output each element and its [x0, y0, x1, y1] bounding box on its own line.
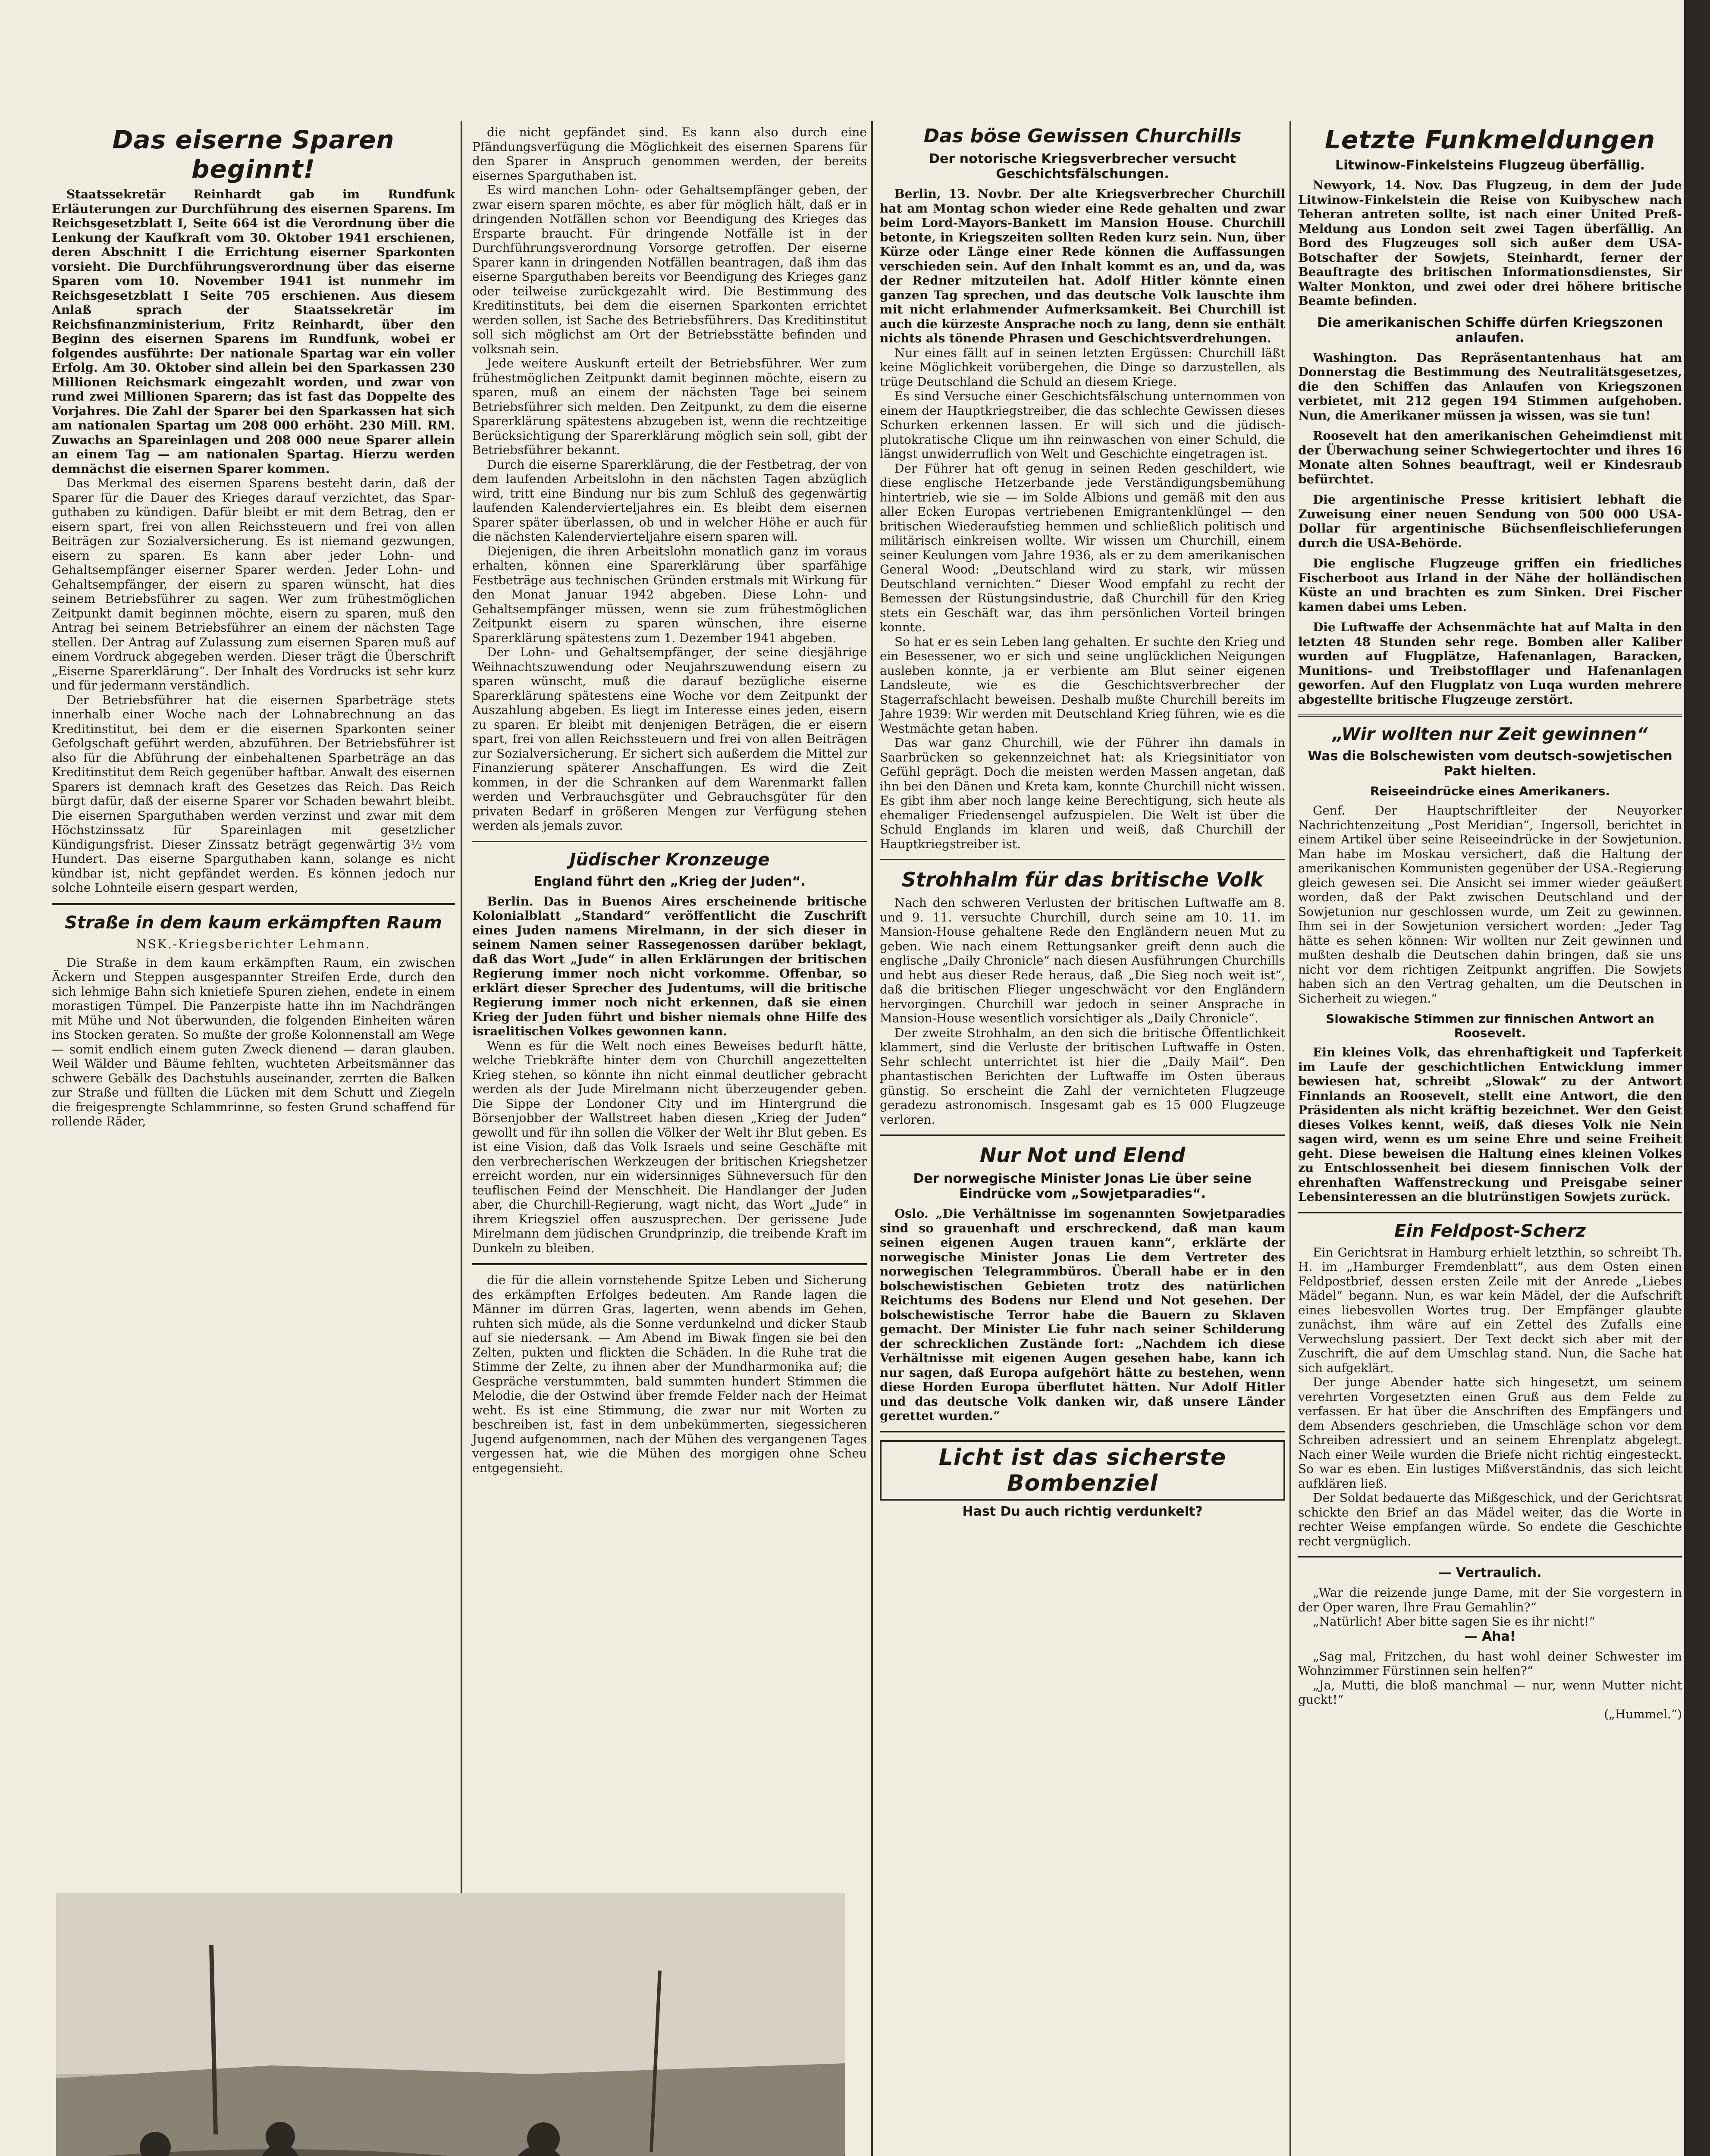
joke-text: „War die reizende junge Dame, mit der Sie vorgestern in der Oper waren, Ihre Frau Gemahlin?“: [1298, 1586, 1682, 1614]
article-paragraph: Ein kleines Volk, das ehrenhaftigkeit und Tapferkeit im Laufe der geschichtlichen Entwicklung immer bewiesen hat, schreibt „Slowak“ zu der Antwort Finnlands an Roosevelt, stellt eine Antwort, die den Präsidenten als nicht kräftig bezeichnet. Wer den Geist dieses Volkes kennt, weiß, daß dieses Volk nie Nein sagen wird, wenn es um seine Ehre und seine Freiheit geht. Diese beweisen die Haltung eines kleinen Volkes zu Entschlossenheit bei diesem finnischen Volk der ehrenhaften Waffenstreckung und Preisgabe seiner Lebensinteressen an die blutrünstigen Sowjets zurück.: [1298, 1045, 1682, 1204]
article-paragraph: Berlin. Das in Buenos Aires erscheinende britische Kolonialblatt „Standard“ veröffentlicht die Zuschrift eines Juden namens Mirelmann, in der sich dieser in seinem Namen seiner Rassegenossen darüber beklagt, daß das Wort „Jude“ in allen Erklärungen der britischen Regierung immer noch nicht vorkomme. Offenbar, so erklärt dieser Sprecher des Judentums, will die britische Regierung immer noch nicht erkennen, daß sie einen Krieg der Juden führt und bisher niemals ohne Hilfe des israelitischen Volkes gewonnen kann.: [472, 894, 867, 1038]
article-paragraph: Nur eines fällt auf in seinen letzten Ergüssen: Churchill läßt keine Möglichkeit vorübergehen, die Dinge so darzustellen, als trüge Deutschland die Schuld an diesem Kriege.: [880, 345, 1285, 389]
article-headline: Nur Not und Elend: [979, 1144, 1186, 1167]
divider: [52, 903, 455, 905]
page-edge: [1684, 0, 1710, 2156]
joke-text: „Natürlich! Aber bitte sagen Sie es ihr nicht!“: [1313, 1614, 1595, 1629]
notice-subline: Hast Du auch richtig verdunkelt?: [962, 1504, 1203, 1519]
byline: NSK.-Kriegsberichter Lehmann.: [136, 937, 371, 951]
divider: [880, 1431, 1285, 1432]
article-paragraph: Ein Gerichtsrat in Hamburg erhielt letzthin, so schreibt Th. H. im „Hamburger Fremdenblatt“, aus dem Osten einen Feldpostbrief, dessen ersten Zeile mit der Anrede „Liebes Mädel“ begann. Nun, es war kein Mädel, der die Aufschrift eines liebesvollen Wortes trug. Der Empfänger glaubte zunächst, ihm wäre auf ein Zettel des Zufalls eine Verwechslung passiert. Der Text deckt sich aber mit der Zuschrift, die auf dem Umschlag stand. Nun, die Sache hat sich aufgeklärt.: [1298, 1245, 1682, 1375]
article-headline: „Wir wollten nur Zeit gewinnen“: [1332, 724, 1648, 744]
joke-text: „Sag mal, Fritzchen, du hast wohl deiner Schwester im Wohnzimmer Fürstinnen sein helfen?“: [1298, 1649, 1682, 1678]
article-subheadline: Der notorische Kriegsverbrecher versucht Geschichtsfälschungen.: [929, 151, 1236, 182]
article-paragraph: Diejenigen, die ihren Arbeitslohn monatlich ganz im voraus erhalten, können eine Sparerklärung über sparfähige Festbeträge aus technischen Gründen erstmals mit Wirkung für den Monat Januar 1942 abgeben. Diese Lohn- und Gehaltsempfänger müssen, wenn sie zum frühestmöglichen Zeitpunkt eisern zu sparen wünschen, ihre eiserne Sparerklärung spätestens zum 1. Dezember 1941 abgeben.: [472, 544, 867, 645]
joke-credit: („Hummel.“): [1604, 1707, 1682, 1721]
article-paragraph: Der zweite Strohhalm, an den sich die britische Öffentlichkeit klammert, sind die Verluste der britischen Luftwaffe in Osten. Sehr schlecht unterrichtet ist hier die „Daily Mail“. Den phantastischen Berichten der Luftwaffe im Osten überaus günstig. So erscheint die Zahl der vernichteten Flugzeuge geradezu astronomisch. Insgesamt gab es 15 000 Flugzeuge verloren.: [880, 1025, 1285, 1127]
article-subheadline: Der norwegische Minister Jonas Lie über seine Eindrücke vom „Sowjetparadies“.: [913, 1171, 1252, 1201]
article-paragraph: Es wird manchen Lohn- oder Gehaltsempfänger geben, der zwar eisern sparen möchte, es aber für möglich hält, daß er in dringenden Notfällen schon vor Beendigung des Krieges das Ersparte braucht. Für dringende Notfälle ist in der Durchführungsverordnung Vorsorge getroffen. Der eiserne Sparer kann in dringenden Notfällen beantragen, daß ihm das eiserne Sparguthaben bereits vor Beendigung des Krieges ganz oder teilweise zurückgezahlt wird. Die Bestimmung des Kreditinstituts, bei dem die eisernen Sparkonten errichtet werden sollen, ist Sache des Betriebsführers. Das Kreditinstitut soll sich möglichst am Ort der Betriebsstätte befinden und volksnah sein.: [472, 183, 867, 356]
column-2: [472, 125, 867, 1475]
article-paragraph: die für die allein vornstehende Spitze Leben und Sicherung des erkämpften Erfolges bedeuten. Am Rande lagen die Männer im dürren Gras, lagerten, wenn abends im Gehen, ruhten sich müde, als die Sonne verdunkelnd und dicker Staub auf sie niedersank. — Am Abend im Biwak fingen sie bei den Zelten, pukten und flickten die Schäden. In die Ruhe trat die Stimme der Zelte, zu ihnen aber der Mundharmonika auf; die Gespräche verstummten, bald summten hundert Stimmen die Melodie, die der Ostwind über fremde Felder nach der Heimat weht. Es ist eine Stimmung, die zwar nur mit Worten zu beschreiben ist, fast in dem unbekümmerten, siegessicheren Jugend aufgenommen, nach der Mühen des vergangenen Tages vergessen hat, wie die Mühen des morgigen ohne Scheu entgegensieht.: [472, 1273, 867, 1475]
divider: [1298, 1212, 1682, 1213]
column-3: [880, 125, 1285, 1524]
column-4: [1298, 125, 1682, 1721]
column-rule: [871, 121, 873, 2156]
article-paragraph: Der Soldat bedauerte das Mißgeschick, und der Gerichtsrat schickte den Brief an das Mädel weiter, das die Worte in rechter Weise empfangen würde. So endete die Geschichte recht vergnüglich.: [1298, 1491, 1682, 1548]
article-paragraph: Durch die eiserne Sparerklärung, die der Festbetrag, der von dem laufenden Arbeitslohn in den nächsten Tagen abzüglich wird, tritt eine Bindung nur bis zum Schluß des gegenwärtig laufenden Kalendervierteljahres ein. Es bleibt dem eisernen Sparer später überlassen, ob und in welcher Höhe er auch für die nächsten Kalendervierteljahre eisern sparen will.: [472, 457, 867, 544]
notice-headline: Licht ist das sicherste Bombenziel: [880, 1440, 1285, 1501]
divider: [472, 1263, 867, 1265]
joke-heading: — Vertraulich.: [1438, 1565, 1542, 1580]
article-paragraph: Der Lohn- und Gehaltsempfänger, der seine diesjährige Weihnachtszuwendung oder Neujahrszuwendung eisern zu sparen wünscht, muß die darauf bezügliche eiserne Sparerklärung spätestens eine Woche vor dem Zeitpunkt der Auszahlung abgeben. Es liegt im Interesse eines jeden, eisern zu sparen. Er bleibt mit denjenigen Beträgen, die er eisern spart, frei von allen Reichssteuern und frei von allen Beiträgen zur Sozialversicherung. Er sichert sich außerdem die Mittel zur Finanzierung späterer Anschaffungen. Es wird die Zeit kommen, in der die Schranken auf dem Warenmarkt fallen werden und Verbrauchsgüter und Gebrauchsgüter für den privaten Bedarf in größeren Mengen zur Verfügung stehen werden als jemals zuvor.: [472, 645, 867, 833]
joke-text: „Ja, Mutti, die bloß manchmal — nur, wenn Mutter nicht guckt!“: [1298, 1678, 1682, 1707]
article-paragraph: die nicht gepfändet sind. Es kann also durch eine Pfändungsverfügung die Möglichkeit des eisernen Sparens für den Sparer in Anspruch genommen werden, der bereits eisernes Sparguthaben ist.: [472, 125, 867, 183]
article-headline: Jüdischer Kronzeuge: [569, 849, 770, 870]
article-paragraph: Es sind Versuche einer Geschichtsfälschung unternommen von einem der Hauptkriegstreiber, die das schlechte Gewissen dieses Schurken erkennen lassen. Er will sich und die jüdisch-plutokratische Clique um ihn reinwaschen von einer Schuld, die längst unwiderruflich von Welt und Geschichte eingetragen ist.: [880, 389, 1285, 461]
article-subheadline: Die amerikanischen Schiffe dürfen Kriegszonen anlaufen.: [1317, 315, 1663, 345]
article-subheadline: Slowakische Stimmen zur finnischen Antwort an Roosevelt.: [1326, 1012, 1654, 1040]
article-paragraph: Der junge Abender hatte sich hingesetzt, um seinem verehrten Vorgesetzten einen Gruß aus dem Felde zu verfassen. Er hat über die Anschriften des Empfängers und dem Absenders geschrieben, die Umschläge schon vor dem Schreiben adressiert und an seinem Ehrenplatz abgelegt. Nach einer Weile wurden die Briefe nicht richtig eingesteckt. So war es eben. Ein lustiges Mißverständnis, das sich leicht aufklären ließ.: [1298, 1375, 1682, 1491]
photo-block: [56, 1889, 867, 2156]
divider: [472, 841, 867, 842]
news-item: Roosevelt hat den amerikanischen Geheimdienst mit der Überwachung seiner Schwiegertochter und ihres 16 Monate alten Sohnes beauftragt, weil er Kindesraub befürchtet.: [1298, 429, 1682, 486]
article-paragraph: Staatssekretär Reinhardt gab im Rundfunk Erläuterungen zur Durchführung des eisernen Sparens. Im Reichsgesetzblatt I, Seite 664 ist die Verordnung über die Lenkung der Kaufkraft vom 30. Oktober 1941 erschienen, deren Abschnitt I die Errichtung eiserner Sparkonten vorsieht. Die Durchführungsverordnung über das eiserne Sparen vom 10. November 1941 ist nunmehr im Reichsgesetzblatt I Seite 705 erschienen. Aus diesem Anlaß sprach der Staatssekretär im Reichsfinanzministerium, Fritz Reinhardt, über den Beginn des eisernen Sparens im Rundfunk, wobei er folgendes ausführte: Der nationale Spartag war ein voller Erfolg. Am 30. Oktober sind allein bei den Sparkassen 230 Millionen Reichsmark eingezahlt worden, und zwar von rund zwei Millionen Sparern; das ist fast das Doppelte des Vorjahres. Die Zahl der Sparer bei den Sparkassen hat sich am nationalen Spartag um 208 000 erhöht. 230 Mill. RM. Zuwachs an Spareinlagen und 208 000 neue Sparer allein an einem Tag — am nationalen Spartag. Hierzu werden demnächst die eisernen Sparer kommen.: [52, 187, 455, 476]
news-item: Washington. Das Repräsentantenhaus hat am Donnerstag die Bestimmung des Neutralitätsgesetzes, die den Schiffen das Anlaufen von Kriegszonen verbietet, mit 212 gegen 194 Stimmen aufgehoben. Nun, die Amerikaner müssen ja wissen, was sie tun!: [1298, 350, 1682, 423]
divider: [880, 1134, 1285, 1136]
news-item: Die argentinische Presse kritisiert lebhaft die Zuweisung einer neuen Sendung von 500 000 USA-Dollar für argentinische Büchsenfleischlieferungen durch die USA-Behörde.: [1298, 492, 1682, 550]
article-paragraph: Genf. Der Hauptschriftleiter der Neuyorker Nachrichtenzeitung „Post Meridian“, Ingersoll, berichtet in einem Artikel über seine Reiseeindrücke in der Sowjetunion. Man habe im Moskau versichert, daß die Haltung der amerikanischen Kommunisten gegenüber der USA.-Regierung gleich gewesen sei. Die Ansicht sei immer wieder geäußert worden, daß der Pakt zwischen Deutschland und der Sowjetunion nur geschlossen wurde, um Zeit zu gewinnen. Ihm sei in der Sowjetunion versichert worden: „Jeder Tag hätte es sehen können: Wir wollten nur Zeit gewinnen und mußten deshalb die Deutschen dahin bringen, daß sie uns nicht vor dem richtigen Zeitpunkt angriffen. Die Sowjets haben sich an den Vertrag gehalten, um die Deutschen in Sicherheit zu wiegen.“: [1298, 803, 1682, 1006]
article-subheadline: England führt den „Krieg der Juden“.: [533, 874, 806, 889]
article-paragraph: Das Merkmal des eisernen Sparens besteht darin, daß der Sparer für die Dauer des Krieges darauf verzichtet, das Sparguthaben zu kündigen. Dafür bleibt er mit dem Betrag, den er eisern spart, frei von allen Reichssteuern und frei von allen Beiträgen zur Sozialversicherung. Es ist niemand gezwungen, eisern zu sparen. Es kann aber jeder Lohn- und Gehaltsempfänger eiserner Sparer werden. Jeder Lohn- und Gehaltsempfänger, der eisern zu sparen wünscht, hat dies seinem Betriebsführer zu sagen. Wer zum frühestmöglichen Zeitpunkt damit beginnen möchte, eisern zu sparen, muß den Antrag bei seinem Betriebsführer an einem der nächsten Tage stellen. Der Antrag auf Zulassung zum eisernen Sparen muß auf einem Vordruck abgegeben werden. Dieser trägt die Überschrift „Eiserne Sparerklärung“. Der Inhalt des Vordrucks ist sehr kurz und für jedermann verständlich.: [52, 476, 455, 693]
article-paragraph: Das war ganz Churchill, wie der Führer ihn damals in Saarbrücken so gekennzeichnet hat: als Kriegsinitiator von Gefühl geprägt. Doch die meisten werden Massen angetan, daß ihn bei den Dänen und Kreta kam, konnte Churchill nicht wissen. Es gibt ihm aber noch lange keine Berechtigung, sich heute als ehemaliger Friedensengel aufzuspielen. Die Welt ist über die Schuld Englands im klaren und weiß, daß Churchill der Hauptkriegstreiber ist.: [880, 736, 1285, 851]
article-headline: Das böse Gewissen Churchills: [923, 125, 1242, 147]
article-headline: Strohhalm für das britische Volk: [901, 868, 1264, 891]
article-subheadline: Litwinow-Finkelsteins Flugzeug überfällig.: [1335, 158, 1645, 173]
joke-heading: — Aha!: [1464, 1629, 1516, 1644]
article-subheadline: Was die Bolschewisten vom deutsch-sowjetischen Pakt hielten.: [1308, 749, 1672, 779]
news-item: Die Luftwaffe der Achsenmächte hat auf Malta in den letzten 48 Stunden sehr rege. Bomben aller Kaliber wurden auf Flugplätze, Hafenanlagen, Baracken, Munitions- und Treibstofflager und Hafenanlagen geworfen. Auf den Flugplatz von Luqa wurden mehrere abgestellte britische Flugzeuge zerstört.: [1298, 620, 1682, 707]
article-subheadline: Reiseeindrücke eines Amerikaners.: [1370, 784, 1610, 798]
news-item: Die englische Flugzeuge griffen ein friedliches Fischerboot aus Irland in der Nähe der holländischen Küste an und brachten es zum Sinken. Drei Fischer kamen dabei ums Leben.: [1298, 556, 1682, 614]
article-headline: Ein Feldpost-Scherz: [1394, 1221, 1586, 1241]
column-1: [52, 125, 455, 1129]
news-item: Newyork, 14. Nov. Das Flugzeug, in dem der Jude Litwinow-Finkelstein die Reise von Kuibyschew nach Teheran antreten sollte, ist nach einer United Preß-Meldung aus London seit zwei Tagen überfällig. An Bord des Flugzeuges soll sich außer dem USA-Botschafter der Sowjets, Steinhardt, ferner der Beauftragte des britischen Informationsdienstes, Sir Walter Monkton, und zwei oder drei höhere britische Beamte befinden.: [1298, 178, 1682, 308]
article-paragraph: Nach den schweren Verlusten der britischen Luftwaffe am 8. und 9. 11. versuchte Churchill, durch seine am 10. 11. im Mansion-House gehaltene Rede den Engländern neuen Mut zu geben. Wie nach einem Rettungsanker greift denn auch die englische „Daily Chronicle“ nach diesen Ausführungen Churchills und hebt aus dieser Rede heraus, daß „Die Sieg noch weit ist“, daß die britischen Flieger ungeschwächt vor den Engländern hervorgingen. Churchill war jedoch in seiner Ansprache in Mansion-House wesentlich vorsichtiger als „Daily Chronicle“.: [880, 896, 1285, 1025]
article-paragraph: Der Betriebsführer hat die eisernen Sparbeträge stets innerhalb einer Woche nach der Lohnabrechnung an das Kreditinstitut, bei dem er die eisernen Sparkonten seiner Gefolgschaft geführt werden, abzuführen. Der Betriebsführer ist also für die Abführung der einbehaltenen Sparbeträge an das Kreditinstitut dem Reich gegenüber haftbar. Anwalt des eisernen Sparers ist demnach kraft des Gesetzes das Reich. Das Reich bürgt dafür, daß der eiserne Sparer vor Schaden bewahrt bleibt. Die eisernen Sparguthaben werden verzinst und zwar mit dem Höchstzinssatz für Spareinlagen mit gesetzlicher Kündigungsfrist. Dieser Zinssatz beträgt gegenwärtig 3½ vom Hundert. Das eiserne Sparguthaben kann, solange es nicht kündbar ist, nicht gepfändet werden. Es können jedoch nur solche Lohnteile eisern gespart werden,: [52, 693, 455, 895]
column-rule: [1290, 121, 1291, 2156]
article-paragraph: Jede weitere Auskunft erteilt der Betriebsführer. Wer zum frühestmöglichen Zeitpunkt damit beginnen möchte, eisern zu sparen, muß an einem der nächsten Tage bei seinem Betriebsführer sich melden. Den Zeitpunkt, zu dem die eiserne Sparerklärung spätestens abzugeben ist, wenn die rechtzeitige Berücksichtigung der Sparerklärung möglich sein soll, gibt der Betriebsführer bekannt.: [472, 356, 867, 457]
article-paragraph: So hat er es sein Leben lang gehalten. Er suchte den Krieg und ein Besessener, wo er sich und seine unglücklichen Neigungen ausleben konnte, ja er verbiente am Blut seiner eigenen Landsleute, wie es die Geschichtsverbrecher der Stagerrafschlacht beweisen. Deshalb mußte Churchill bereits im Jahre 1939: Wir werden mit Deutschland Krieg führen, wie es die Westmächte getan haben.: [880, 634, 1285, 736]
article-paragraph: Oslo. „Die Verhältnisse im sogenannten Sowjetparadies sind so grauenhaft und erschreckend, daß man kaum seinen eigenen Augen trauen kann“, erklärte der norwegische Minister Jonas Lie dem Vertreter des norwegischen Telegrammbüros. Überall habe er in den bolschewistischen Gebieten trotz des natürlichen Reichtums des Bodens nur Elend und Not gesehen. Der bolschewistische Terror habe die Bauern zu Sklaven gemacht. Der Minister Lie fuhr nach seiner Schilderung der schrecklichen Zustände fort: „Nachdem ich diese Verhältnisse mit eigenen Augen gesehen habe, kann ich nur sagen, daß Europa aufgehört hätte zu bestehen, wenn diese Horden Europa überflutet hätten. Nur Adolf Hitler und das deutsche Volk danken wir, daß unsere Länder gerettet wurden.“: [880, 1206, 1285, 1423]
section-headline: Letzte Funkmeldungen: [1324, 125, 1656, 154]
article-headline: Straße in dem kaum erkämpften Raum: [65, 912, 442, 933]
divider: [1298, 1556, 1682, 1557]
article-paragraph: Berlin, 13. Novbr. Der alte Kriegsverbrecher Churchill hat am Montag schon wieder eine Rede gehalten und zwar beim Lord-Mayors-Bankett im Mansion House. Churchill betonte, in Kriegszeiten sollten Reden kurz sein. Nun, über Kürze oder Länge einer Rede können die Auffassungen verschieden sein. Auf den Inhalt kommt es an, und da, was der Redner mitzuteilen hat. Adolf Hitler könnte einen ganzen Tag sprechen, und das deutsche Volk lauschte ihm mit nicht erlahmender Aufmerksamkeit. Bei Churchill ist auch die kürzeste Ansprache noch zu lang, denn sie enthält nichts als tönende Phrasen und Geschichtsverdrehungen.: [880, 187, 1285, 345]
article-paragraph: Der Führer hat oft genug in seinen Reden geschildert, wie diese englische Hetzerbande jede Verständigungsbemühung hintertrieb, wie sie — im Solde Albions und gemäß mit den aus aller Ecken Europas vertriebenen Emigrantenklüngel — den britischen Wiederaufstieg hemmen und schließlich politisch und militärisch einkreisen wollte. Wir wissen um Churchill, einem seiner Keulungen vom Jahre 1936, als er zu dem amerikanischen General Wood: „Deutschland wird zu stark, wir müssen Deutschland vernichten.“ Dieser Wood empfahl zu recht der Bemessen der Rüstungsindustrie, daß Churchill für den Krieg stets ein Geschäft war, das ihm persönlichen Vorteil bringen konnte.: [880, 461, 1285, 634]
article-headline: Das eiserne Sparen beginnt!: [112, 125, 395, 184]
column-rule: [461, 121, 462, 2156]
article-paragraph: Die Straße in dem kaum erkämpften Raum, ein zwischen Äckern und Steppen ausgespannter Streifen Erde, durch den sich lehmige Bahn sich knietiefe Spuren ziehen, endete in einem morastigen Tümpel. Die Panzerpiste hatte ihn im Nachdrängen mit Mühe und Not überwunden, die folgenden Einheiten wären ins Stocken geraten. So mußte der große Kolonnenstall am Wege — somit endlich einem guten Zweck dienend — daran glauben. Weil Wälder und Bäume fehlten, wuchteten Arbeitsmänner das schwere Gebälk des Dachstuhls auseinander, zerrten die Balken zur Straße und füllten die Lücken mit dem Schutt und Ziegeln die freigesprengte Schlammrinne, so festen Grund schaffend für rollende Räder,: [52, 955, 455, 1128]
article-paragraph: Wenn es für die Welt noch eines Beweises bedurft hätte, welche Triebkräfte hinter dem von Churchill angezettelten Krieg stehen, so könnte ihn nicht einmal deutlicher gebracht werden als der Jude Mirelmann nicht überzeugender geben. Die Sippe der Londoner City und im Hintergrund die Börsenjobber der Wallstreet haben diesen „Krieg der Juden“ gewollt und für ihn sollen die Völker der Welt ihr Blut geben. Es ist eine Vision, daß das Volk Israels und seine Geschäfte mit den verbrecherischen Werkzeugen der britischen Kriegshetzer erreicht worden, nur ein widersinniges Sühneversuch für den teuflischen Feind der Menschheit. Die Handlanger der Juden aber, die Churchill-Regierung, wagt nicht, das Wort „Jude“ in ihrem Kriegsziel offen auszusprechen. Der gerissene Jude Mirelmann dem jüdischen Grundprinzip, die treibende Kraft im Dunkeln zu bleiben.: [472, 1038, 867, 1255]
divider: [1298, 714, 1682, 717]
divider: [880, 859, 1285, 860]
photo-illustration: [56, 1893, 845, 2156]
news-photo: [56, 1893, 845, 2156]
